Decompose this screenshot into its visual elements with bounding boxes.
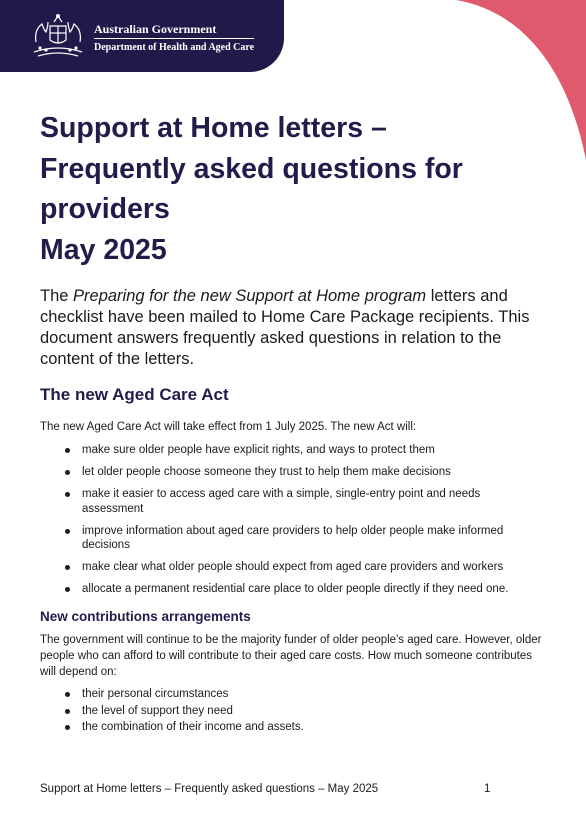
intro-text-end: letters and checklist have been mailed to Home Care Package recipients. This document answers frequently asked questions in relation to the content of the letters. bbox=[40, 287, 530, 368]
section-heading-act: The new Aged Care Act bbox=[40, 385, 229, 404]
page-number: 1 bbox=[484, 783, 491, 795]
title-line: Support at Home letters – bbox=[40, 112, 387, 144]
section-heading-contributions: New contributions arrangements bbox=[40, 609, 251, 624]
contribution-factors-list bbox=[40, 686, 540, 736]
list-item: allocate a permanent residential care place to older people directly if they need one. bbox=[40, 582, 540, 597]
title-line: Frequently asked questions for bbox=[40, 152, 463, 185]
list-item: let older people choose someone they trust to help them make decisions bbox=[40, 465, 540, 480]
page-footer: Support at Home letters – Frequently asked questions – May 2025 bbox=[40, 783, 379, 795]
act-changes-list bbox=[40, 443, 540, 604]
intro-paragraph bbox=[40, 286, 550, 370]
list-item: their personal circumstances bbox=[40, 686, 540, 703]
department-name: Department of Health and Aged Care bbox=[94, 42, 255, 53]
title-date: May 2025 bbox=[40, 233, 167, 266]
list-item: make sure older people have explicit rights, and ways to protect them bbox=[40, 443, 540, 458]
act-lead-text: The new Aged Care Act will take effect from 1 July 2025. The new Act will: bbox=[40, 421, 417, 433]
letter-name: Preparing for the new Support at Home program bbox=[73, 287, 427, 305]
list-item: make clear what older people should expect from aged care providers and workers bbox=[40, 560, 540, 575]
list-item: make it easier to access aged care with a simple, single-entry point and needs assessment bbox=[40, 487, 540, 516]
page-title bbox=[40, 108, 540, 270]
list-item: the level of support they need bbox=[40, 703, 540, 720]
government-header bbox=[0, 0, 284, 72]
intro-text-start: The bbox=[40, 287, 74, 305]
header-divider bbox=[94, 38, 254, 39]
list-item: the combination of their income and assets. bbox=[40, 719, 540, 736]
list-item: improve information about aged care providers to help older people make informed decisions bbox=[40, 524, 540, 553]
government-name: Australian Government bbox=[94, 22, 217, 36]
title-line: providers bbox=[40, 193, 170, 225]
contributions-paragraph: The government will continue to be the majority funder of older people's aged care. However, older people who can afford to will contribute to their aged care costs. How much someone contributes will depend on: bbox=[40, 634, 542, 678]
coat-of-arms-icon bbox=[28, 12, 88, 60]
